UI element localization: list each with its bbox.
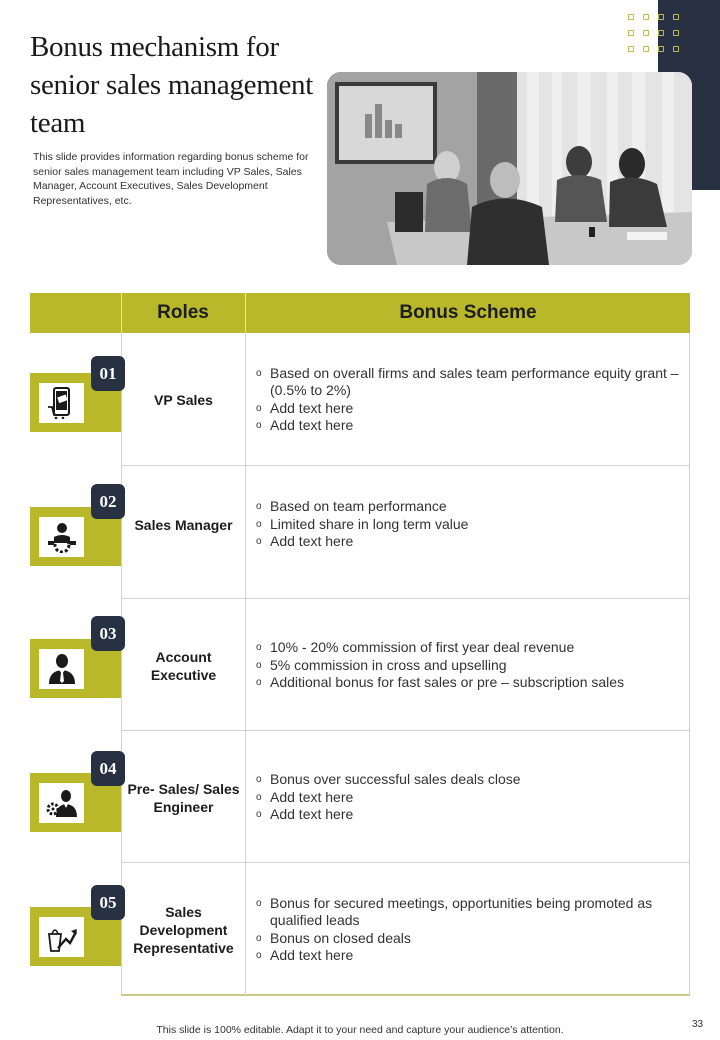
icon-frame	[39, 917, 84, 957]
bullet-circle-icon: o	[256, 367, 262, 379]
bullet-circle-icon: o	[256, 677, 262, 689]
row-number-badge: 01	[91, 356, 125, 391]
table-row	[30, 599, 690, 732]
decorative-dot	[673, 30, 679, 36]
header-roles: Roles	[157, 302, 209, 323]
decorative-dot	[643, 14, 649, 20]
role-name: Account Executive	[150, 648, 217, 683]
manager-gear-icon	[46, 521, 78, 553]
decorative-dot	[673, 46, 679, 52]
mobile-shopping-icon	[47, 387, 77, 419]
bonus-bullet: o Add text here	[256, 417, 354, 433]
decorative-dot-grid	[628, 14, 686, 58]
role-name: Pre- Sales/ Sales Engineer	[127, 780, 240, 815]
bullet-circle-icon: o	[256, 518, 262, 530]
decorative-dot	[658, 14, 664, 20]
decorative-dot	[628, 46, 634, 52]
bonus-scheme-list	[256, 863, 680, 996]
businessman-icon	[47, 653, 77, 685]
table-row	[30, 863, 690, 996]
icon-frame	[39, 517, 84, 557]
icon-frame	[39, 649, 84, 689]
decorative-dot	[628, 14, 634, 20]
role-name: Sales Development Representative	[133, 903, 234, 956]
bonus-bullet: o Limited share in long term value	[256, 515, 469, 532]
bonus-bullet: o Additional bonus for fast sales or pre – subscription sales	[256, 674, 625, 691]
bullet-circle-icon: o	[256, 501, 262, 513]
row-number-badge: 04	[91, 751, 125, 786]
bonus-scheme-list	[256, 466, 680, 583]
bonus-bullet: o Add text here	[256, 806, 354, 823]
table-header	[30, 293, 690, 333]
engineer-gear-icon	[45, 788, 79, 818]
bonus-bullet: o Based on overall firms and sales team performance equity grant – (0.5% to 2%)	[256, 364, 679, 398]
bullet-circle-icon: o	[256, 642, 262, 654]
bonus-bullet: o Add text here	[256, 533, 354, 550]
bonus-bullet: o 5% commission in cross and upselling	[256, 656, 507, 673]
icon-frame	[39, 383, 84, 423]
bullet-circle-icon: o	[256, 774, 262, 786]
bullet-circle-icon: o	[256, 897, 262, 909]
bonus-table	[30, 293, 690, 996]
decorative-dot	[673, 14, 679, 20]
bullet-circle-icon: o	[256, 402, 262, 414]
bonus-bullet: o 10% - 20% commission of first year deal revenue	[256, 639, 575, 656]
page-subtitle: This slide provides information regarding bonus scheme for senior sales management team including VP Sales, Sales Manager, Account Executives, Sales Development Representatives, etc.	[33, 151, 309, 207]
bonus-bullet: o Based on team performance	[256, 498, 447, 515]
bonus-bullet: o Add text here	[256, 399, 354, 416]
bonus-bullet: o Bonus for secured meetings, opportunities being promoted as qualified leads	[256, 894, 653, 928]
icon-frame	[39, 783, 84, 823]
bullet-circle-icon: o	[256, 950, 262, 961]
bonus-scheme-list	[256, 333, 680, 466]
page-number: 33	[692, 1019, 704, 1030]
bonus-bullet: o Bonus on closed deals	[256, 929, 411, 946]
bullet-circle-icon: o	[256, 809, 262, 821]
bullet-circle-icon: o	[256, 932, 262, 944]
row-number-badge: 05	[91, 885, 125, 920]
decorative-dot	[658, 46, 664, 52]
bullet-circle-icon: o	[256, 536, 262, 548]
sales-growth-icon	[46, 922, 78, 952]
row-number-badge: 03	[91, 616, 125, 651]
header-bonus-scheme: Bonus Scheme	[399, 302, 537, 323]
bullet-circle-icon: o	[256, 420, 262, 431]
page-title: Bonus mechanism for senior sales management team	[30, 31, 314, 139]
team-meeting-photo	[327, 72, 692, 265]
decorative-dot	[658, 30, 664, 36]
bonus-scheme-list	[256, 731, 680, 864]
table-row	[30, 731, 690, 864]
bonus-scheme-list	[256, 599, 680, 732]
bonus-bullet: o Add text here	[256, 947, 354, 963]
row-number-badge: 02	[91, 484, 125, 519]
role-name: VP Sales	[154, 391, 213, 408]
bonus-bullet: o Add text here	[256, 788, 354, 805]
decorative-dot	[643, 46, 649, 52]
bullet-circle-icon: o	[256, 659, 262, 671]
decorative-dot	[628, 30, 634, 36]
table-row	[30, 333, 690, 466]
bonus-bullet: o Bonus over successful sales deals close	[256, 771, 521, 788]
table-row	[30, 466, 690, 599]
footer-note: This slide is 100% editable. Adapt it to your need and capture your audience’s attention.	[156, 1024, 564, 1036]
role-name: Sales Manager	[134, 516, 233, 533]
header-separator	[121, 293, 122, 333]
decorative-dot	[643, 30, 649, 36]
bullet-circle-icon: o	[256, 791, 262, 803]
